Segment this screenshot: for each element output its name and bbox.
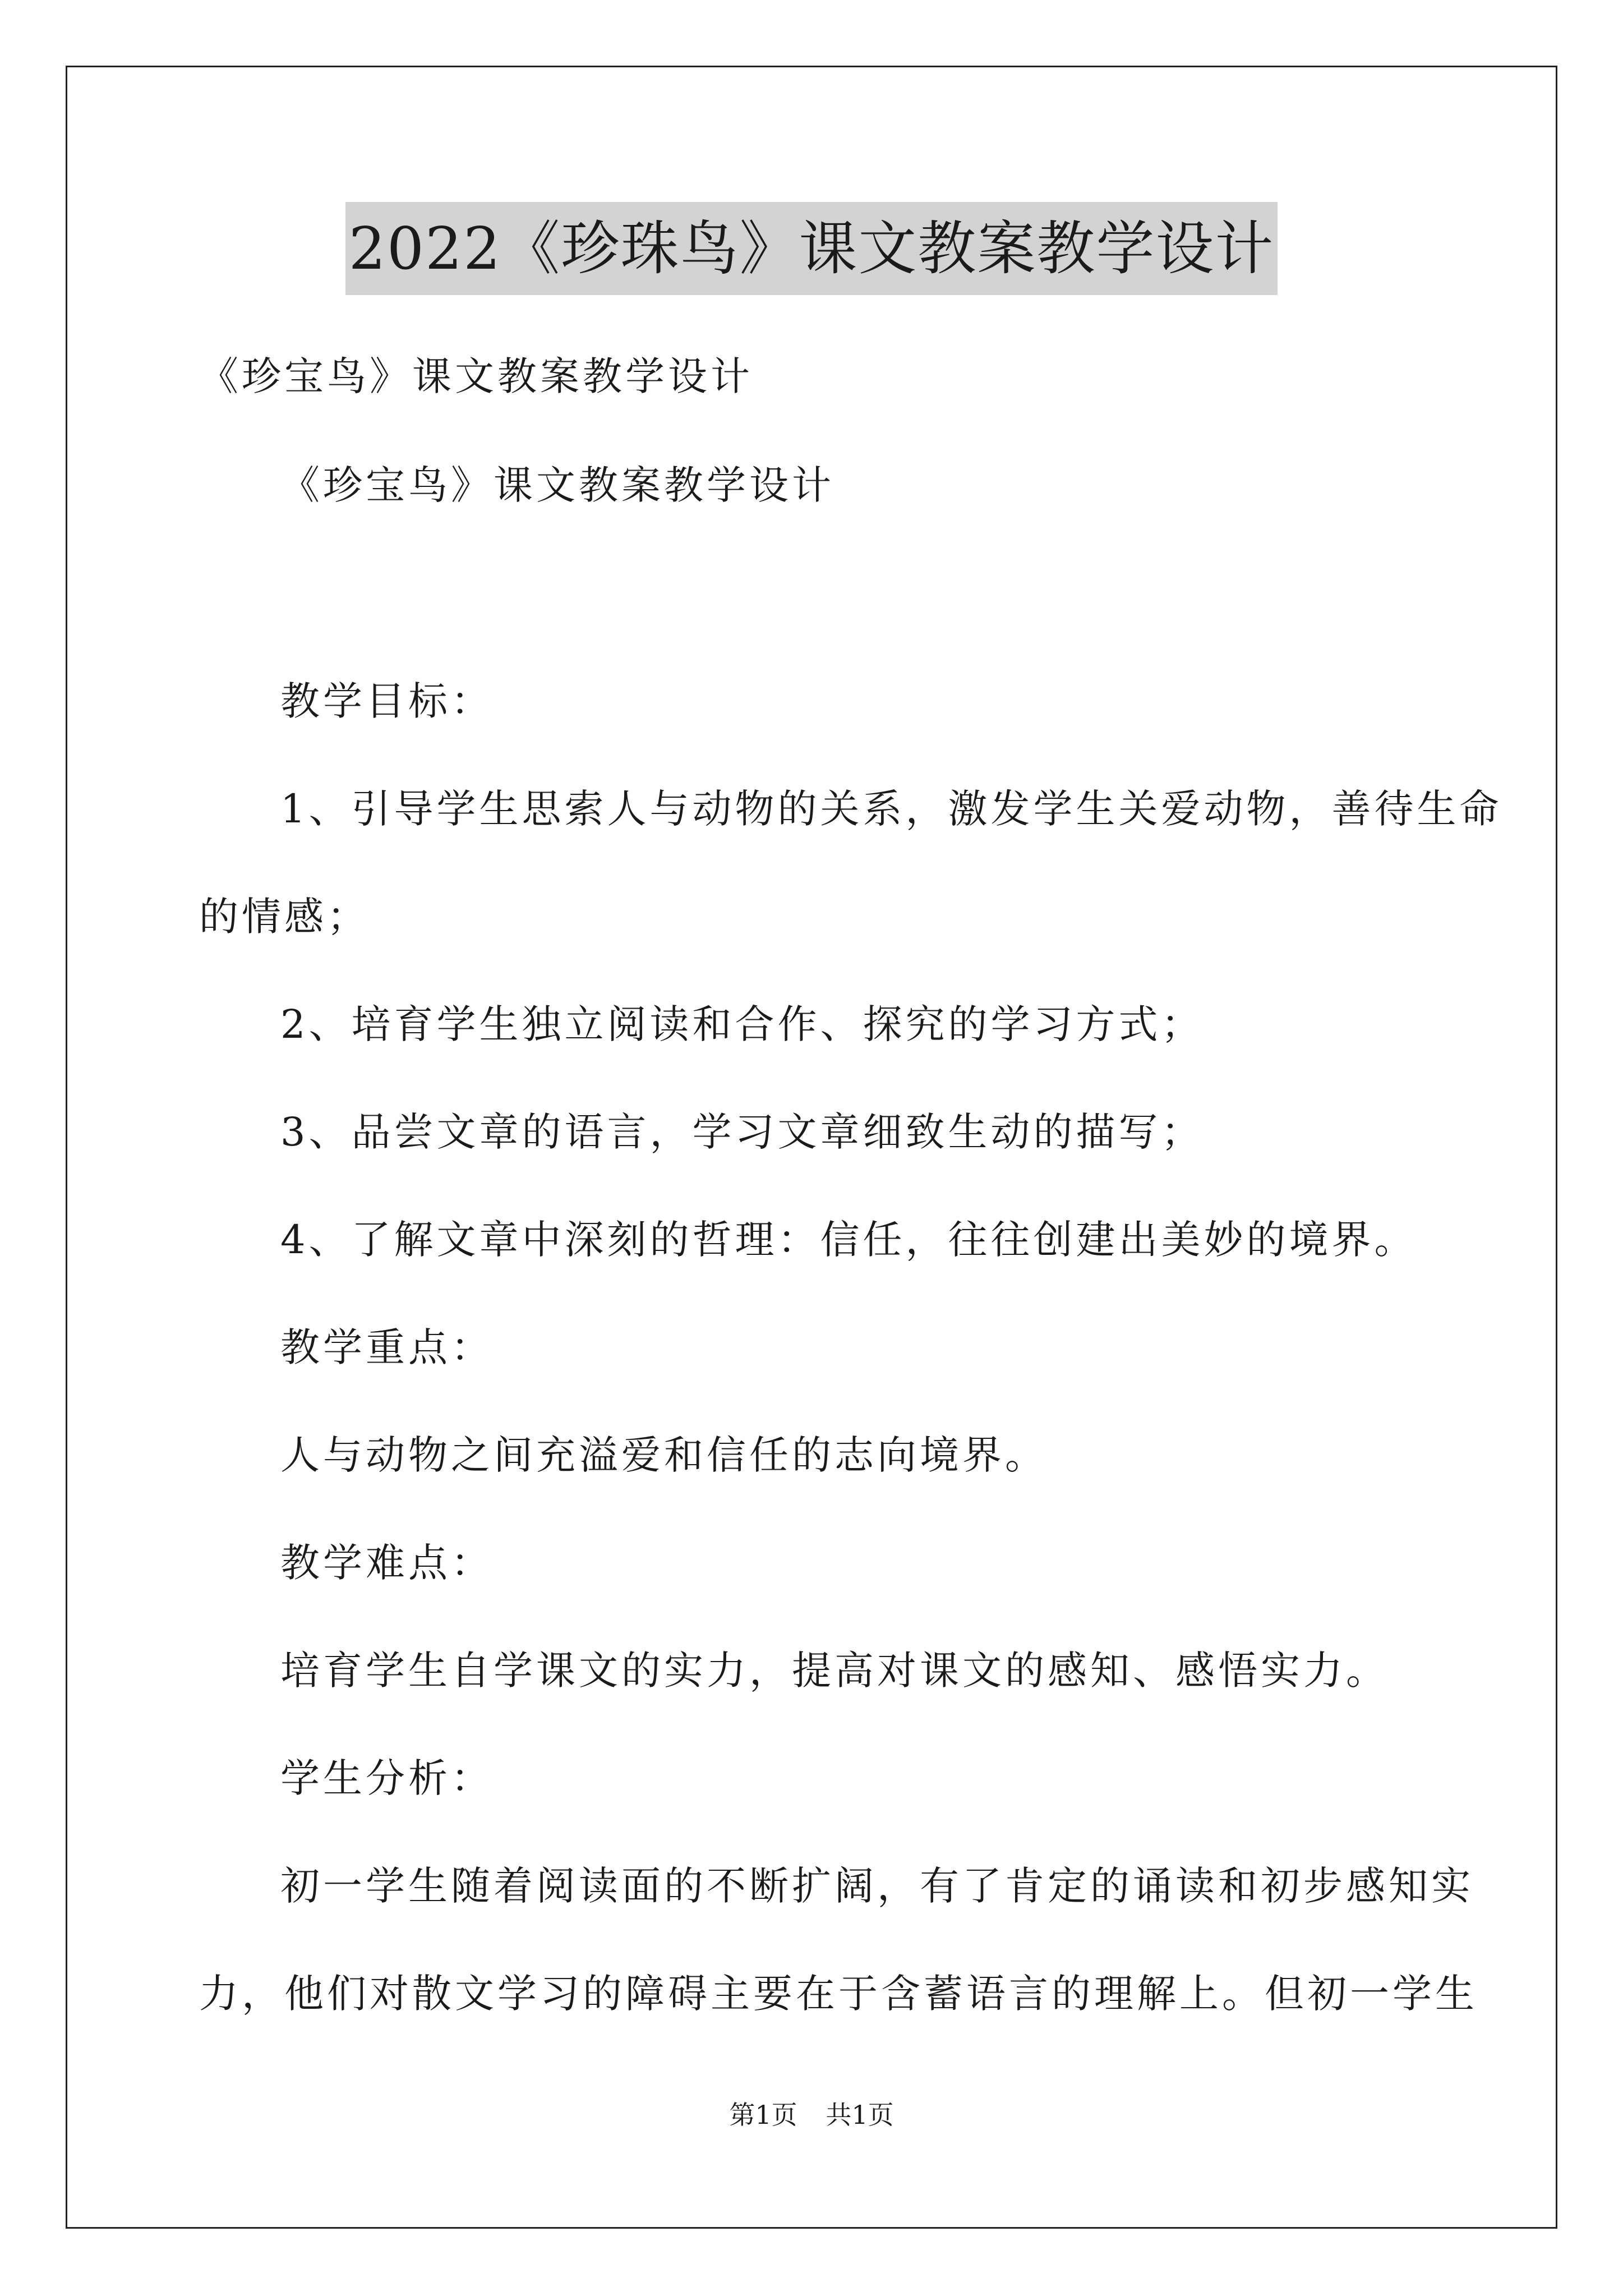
- page-number: 第1页: [729, 2100, 797, 2130]
- section-heading-difficulties: 教学难点：: [280, 1540, 494, 1586]
- difficulty-text: 培育学生自学课文的实力，提高对课文的感知、感悟实力。: [280, 1648, 1389, 1694]
- objective-1-line-1: 1、引导学生思索人与动物的关系，激发学生关爱动物，善待生命: [280, 786, 1502, 832]
- page-footer: [0, 2098, 1623, 2132]
- objective-2: 2、培育学生独立阅读和合作、探究的学习方式；: [280, 1001, 1204, 1047]
- document-title: 2022《珍珠鸟》课文教案教学设计: [345, 202, 1278, 295]
- section-heading-key-points: 教学重点：: [280, 1324, 494, 1370]
- student-analysis-line-1: 初一学生随着阅读面的不断扩阔，有了肯定的诵读和初步感知实: [280, 1863, 1474, 1909]
- objective-3: 3、品尝文章的语言，学习文章细致生动的描写；: [280, 1109, 1204, 1155]
- objective-4: 4、了解文章中深刻的哲理：信任，往往创建出美妙的境界。: [280, 1217, 1417, 1263]
- objective-1-line-2: 的情感；: [199, 894, 370, 940]
- student-analysis-line-2: 力，他们对散文学习的障碍主要在于含蓄语言的理解上。但初一学生: [199, 1971, 1478, 2017]
- section-heading-student-analysis: 学生分析：: [280, 1755, 494, 1801]
- title-container: [0, 202, 1623, 295]
- section-heading-objectives: 教学目标：: [280, 678, 494, 724]
- repeated-title-line: 《珍宝鸟》课文教案教学设计: [280, 462, 834, 508]
- page-total: 共1页: [826, 2100, 894, 2130]
- subtitle-line: 《珍宝鸟》课文教案教学设计: [199, 353, 753, 399]
- key-point-text: 人与动物之间充溢爱和信任的志向境界。: [280, 1432, 1048, 1478]
